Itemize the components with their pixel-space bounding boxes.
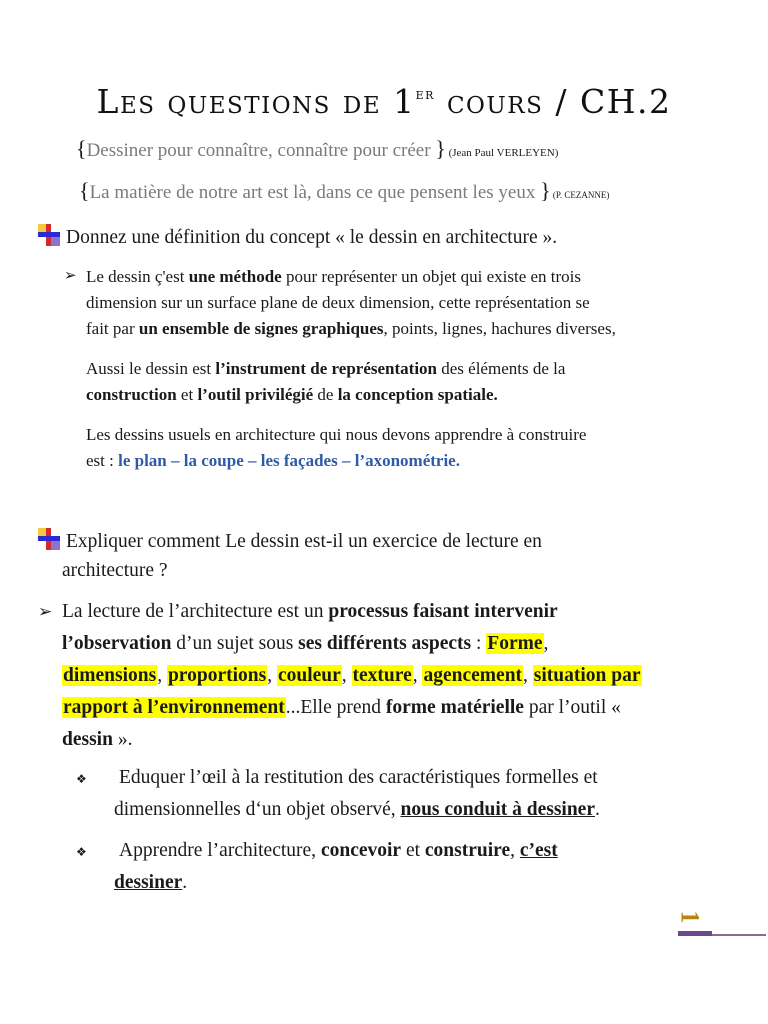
question-2-continued: architecture ? bbox=[62, 560, 168, 581]
page-number-bar bbox=[678, 931, 712, 936]
epigraph-1: {Dessiner pour connaître, connaître pour créer } (Jean Paul VERLEYEN) bbox=[76, 136, 559, 161]
arrow-bullet-icon: ➢ bbox=[38, 602, 53, 622]
cross-bullet-icon bbox=[38, 528, 60, 550]
diamond-bullet-icon: ❖ bbox=[76, 772, 87, 786]
epigraph-2: {La matière de notre art est là, dans ce que pensent les yeux } (P. CEZANNE) bbox=[79, 178, 610, 203]
question-1: Donnez une définition du concept « le dessin en architecture ». bbox=[38, 224, 557, 249]
sub-point-1: Eduquer l’œil à la restitution des caractéristiques formelles et dimensionnelles d‘un objet observé, nous conduit à dessiner. bbox=[114, 767, 600, 820]
sub-point-2: Apprendre l’architecture, concevoir et construire, c’est dessiner. bbox=[114, 840, 558, 893]
answer-1-paragraph-3: Les dessins usuels en architecture qui nous devons apprendre à construire est : le plan – la coupe – les façades – l’axonométrie. bbox=[86, 425, 587, 470]
arrow-bullet-icon: ➢ bbox=[64, 266, 77, 284]
answer-1-paragraph-2: Aussi le dessin est l’instrument de représentation des éléments de la construction et l’outil privilégié de la conception spatiale. bbox=[86, 359, 566, 404]
answer-1-paragraph-1: Le dessin ç'est une méthode pour représenter un objet qui existe en trois dimension sur un surface plane de deux dimension, cette représentation se fait par un ensemble de signes graphiques, points, lignes, hachures diverses, bbox=[86, 267, 616, 338]
cross-bullet-icon bbox=[38, 224, 60, 246]
question-2: Expliquer comment Le dessin est-il un exercice de lecture en bbox=[38, 528, 542, 553]
diamond-bullet-icon: ❖ bbox=[76, 845, 87, 859]
page-number: 1 bbox=[675, 910, 705, 924]
answer-2-paragraph: La lecture de l’architecture est un processus faisant intervenir l’observation d’un sujet sous ses différents aspects : Forme, dimensions, proportions, couleur, texture, agencement, situation par rapport à l’environnement...Elle prend forme matérielle par l’outil « dessin ». bbox=[62, 601, 641, 750]
page-title: Les questions de 1er cours / CH.2 bbox=[96, 82, 672, 121]
